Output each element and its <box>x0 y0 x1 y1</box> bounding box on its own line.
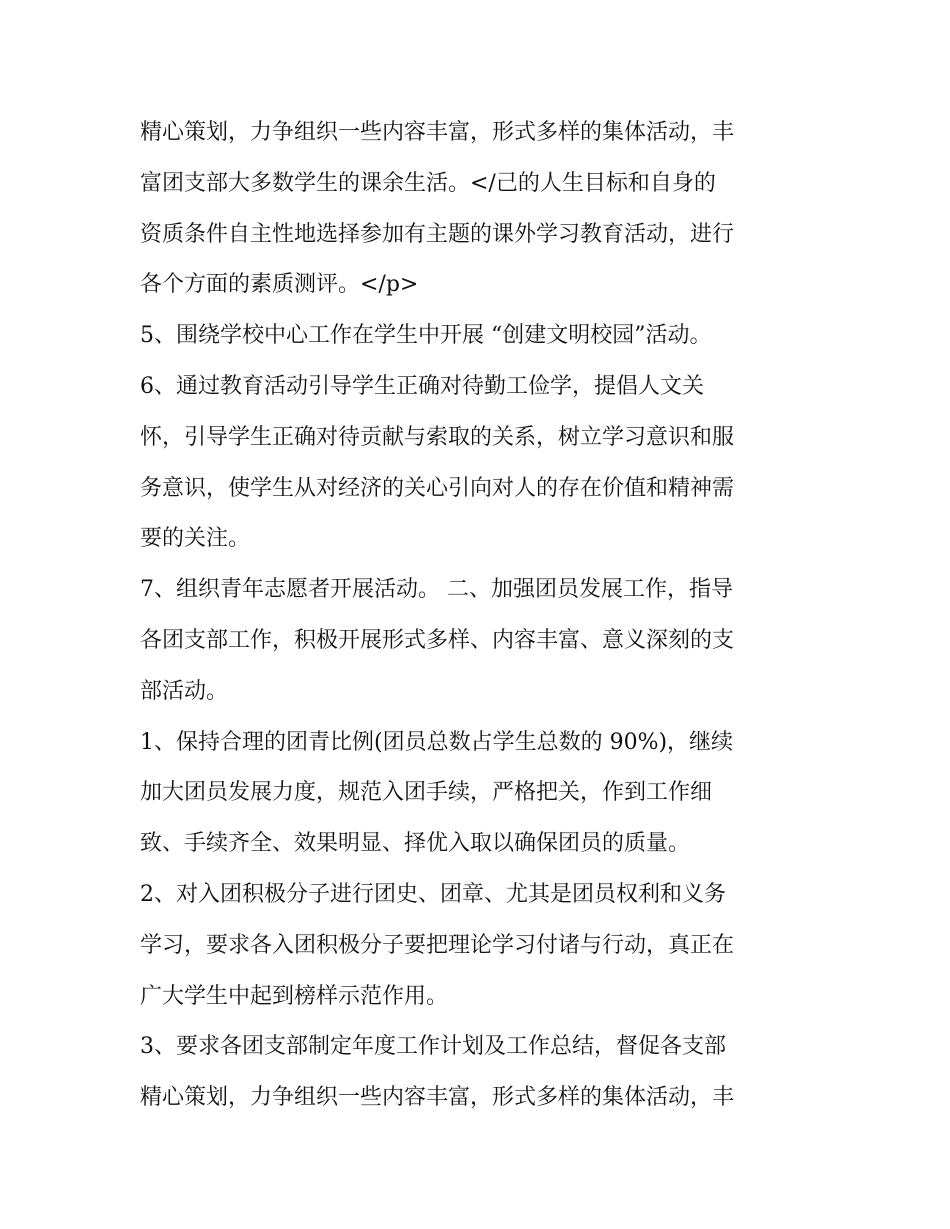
document-body <box>140 108 820 1124</box>
text-line: 怀，引导学生正确对待贡献与索取的关系，树立学习意识和服 <box>140 424 735 450</box>
text-line: 富团支部大多数学生的课余生活。</己的人生目标和自身的 <box>140 170 716 196</box>
text-line: 广大学生中起到榜样示范作用。 <box>140 983 449 1009</box>
text-line: 务意识，使学生从对经济的关心引向对人的存在价值和精神需 <box>140 475 735 501</box>
text-line: 部活动。 <box>140 678 229 704</box>
text-line: 要的关注。 <box>140 526 251 552</box>
text-line: 加大团员发展力度，规范入团手续，严格把关，作到工作细 <box>140 780 713 806</box>
text-line: 各个方面的素质测评。</p> <box>140 272 419 298</box>
text-line: 1、保持合理的团青比例(团员总数占学生总数的 90%)，继续 <box>140 729 734 755</box>
text-line: 5、围绕学校中心工作在学生中开展 “创建文明校园”活动。 <box>140 323 712 349</box>
text-line: 3、要求各团支部制定年度工作计划及工作总结，督促各支部 <box>140 1034 726 1060</box>
text-line: 致、手续齐全、效果明显、择优入取以确保团员的质量。 <box>140 831 691 857</box>
text-line: 精心策划，力争组织一些内容丰富，形式多样的集体活动，丰 <box>140 1085 735 1111</box>
text-line: 6、通过教育活动引导学生正确对待勤工俭学，提倡人文关 <box>140 373 704 399</box>
text-line: 学习，要求各入团积极分子要把理论学习付诸与行动，真正在 <box>140 932 735 958</box>
text-line: 各团支部工作，积极开展形式多样、内容丰富、意义深刻的支 <box>140 627 735 653</box>
text-line: 资质条件自主性地选择参加有主题的课外学习教育活动，进行 <box>140 221 735 247</box>
text-line: 2、对入团积极分子进行团史、团章、尤其是团员权利和义务 <box>140 881 726 907</box>
text-line: 精心策划，力争组织一些内容丰富，形式多样的集体活动，丰 <box>140 120 735 145</box>
text-line: 7、组织青年志愿者开展活动。 二、加强团员发展工作，指导 <box>140 577 733 603</box>
